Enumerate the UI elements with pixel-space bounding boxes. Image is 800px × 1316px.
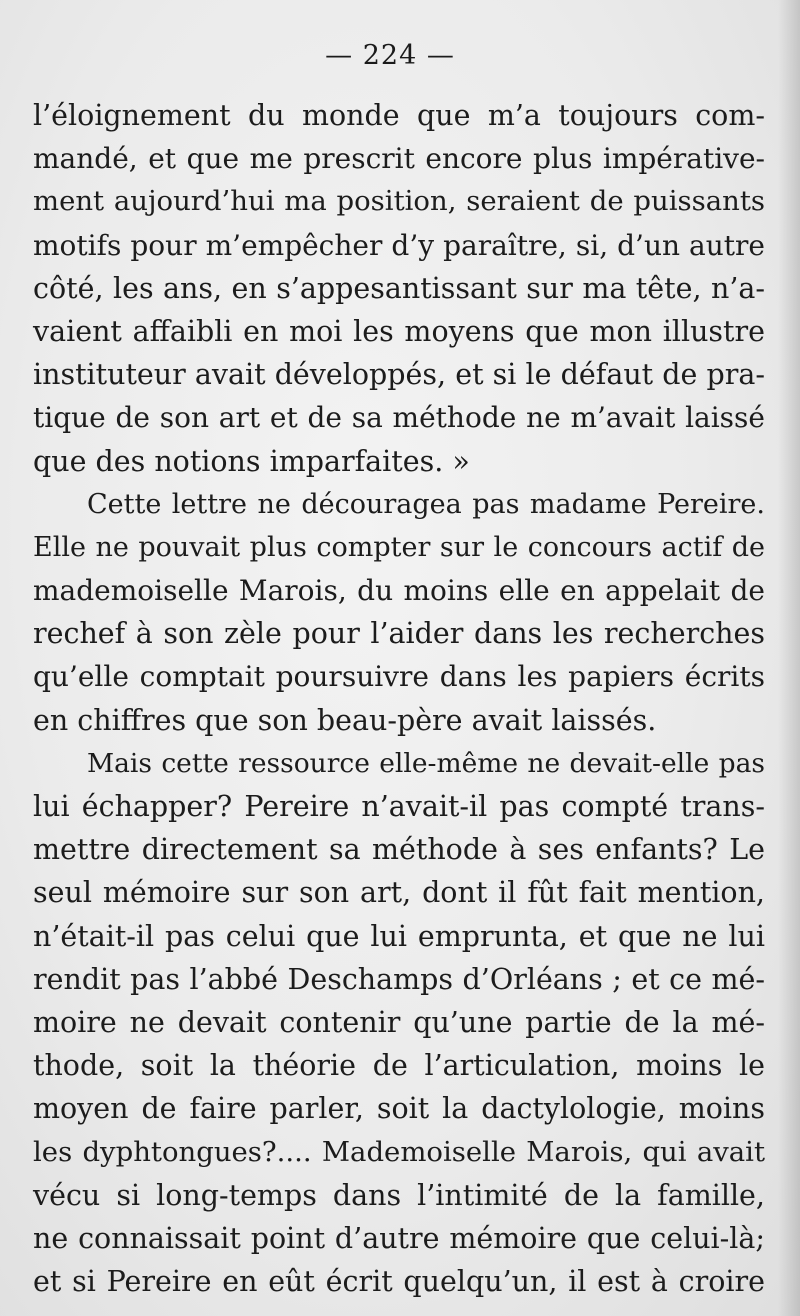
text-line: Elle ne pouvait plus compter sur le concours actif de — [33, 531, 765, 563]
page-edge-shadow — [778, 0, 800, 1316]
text-line: rechef à son zèle pour l’aider dans les recherches — [33, 617, 765, 651]
text-line: vaient affaibli en moi les moyens que mon illustre — [33, 314, 765, 348]
text-line: rendit pas l’abbé Deschamps d’Orléans ; et ce mé- — [33, 962, 765, 996]
text-line: motifs pour m’empêcher d’y paraître, si, d’un autre — [33, 228, 765, 262]
text-line: instituteur avait développés, et si le défaut de pra- — [33, 358, 765, 392]
text-line: et si Pereire en eût écrit quelqu’un, il est à croire — [33, 1265, 765, 1299]
text-line: mandé, et que me prescrit encore plus impérative- — [33, 142, 765, 176]
text-line: que des notions imparfaites. » — [33, 444, 470, 478]
text-line: en chiffres que son beau-père avait laissés. — [33, 703, 657, 737]
body-text — [33, 94, 765, 1303]
text-line: lui échapper? Pereire n’avait-il pas compté trans- — [33, 790, 765, 823]
text-line: les dyphtongues?.... Mademoiselle Marois, qui avait — [33, 1135, 765, 1168]
text-line: vécu si long-temps dans l’intimité de la famille, — [33, 1178, 765, 1212]
text-line: ment aujourd’hui ma position, seraient de puissants — [33, 185, 765, 218]
paragraph-start-line: Mais cette ressource elle-même ne devait-elle pas — [87, 747, 765, 779]
paragraph-start-line: Cette lettre ne découragea pas madame Pereire. — [87, 488, 765, 520]
text-line: seul mémoire sur son art, dont il fût fait mention, — [33, 876, 765, 910]
text-line: côté, les ans, en s’appesantissant sur ma tête, n’a- — [33, 271, 765, 305]
text-line: qu’elle comptait poursuivre dans les papiers écrits — [33, 660, 765, 694]
page-number: — 224 — — [325, 40, 455, 71]
text-line: moyen de faire parler, soit la dactylologie, moins — [33, 1092, 765, 1126]
text-line: mademoiselle Marois, du moins elle en appelait de — [33, 574, 765, 608]
text-line: tique de son art et de sa méthode ne m’avait laissé — [33, 401, 765, 435]
text-line: moire ne devait contenir qu’une partie de la mé- — [33, 1005, 765, 1039]
text-line: thode, soit la théorie de l’articulation, moins le — [33, 1049, 765, 1083]
text-line: l’éloignement du monde que m’a toujours com- — [33, 99, 765, 132]
text-line: ne connaissait point d’autre mémoire que celui-là; — [33, 1221, 765, 1255]
text-line: n’était-il pas celui que lui emprunta, et que ne lui — [33, 919, 765, 953]
text-line: mettre directement sa méthode à ses enfants? Le — [33, 833, 765, 867]
